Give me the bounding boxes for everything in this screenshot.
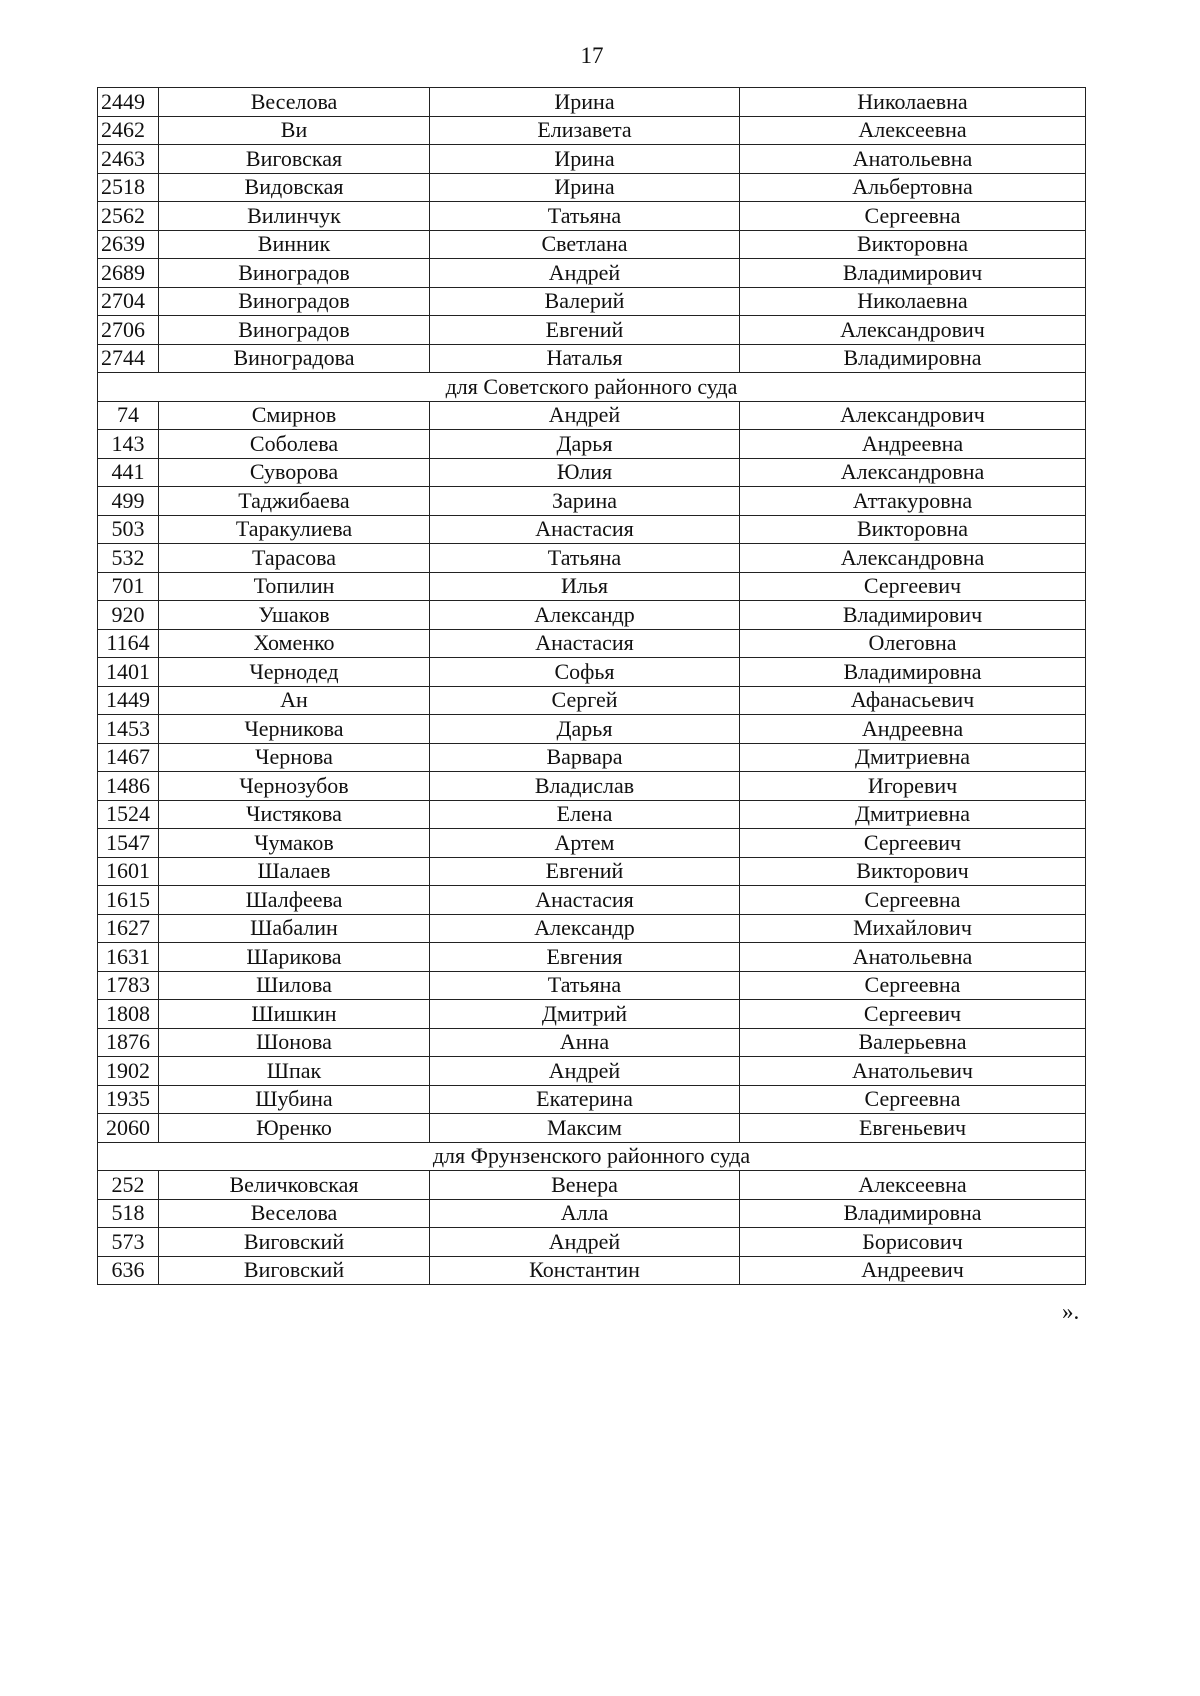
patronymic-cell: Андреевич — [740, 1256, 1086, 1285]
last-name-cell: Суворова — [159, 458, 430, 487]
last-name-cell: Виговский — [159, 1228, 430, 1257]
first-name-cell: Софья — [430, 658, 740, 687]
closing-quote-mark: ». — [1062, 1299, 1080, 1324]
registry-number-cell: 1547 — [98, 829, 159, 858]
patronymic-cell: Викторович — [740, 857, 1086, 886]
registry-number-cell: 1601 — [98, 857, 159, 886]
table-row — [98, 1085, 1086, 1114]
table-row — [98, 601, 1086, 630]
first-name-cell: Александр — [430, 914, 740, 943]
patronymic-cell: Викторовна — [740, 515, 1086, 544]
registry-number-cell: 1453 — [98, 715, 159, 744]
first-name-cell: Венера — [430, 1171, 740, 1200]
registry-number-cell: 573 — [98, 1228, 159, 1257]
table-row — [98, 1000, 1086, 1029]
registry-number-cell: 1627 — [98, 914, 159, 943]
last-name-cell: Виговская — [159, 145, 430, 174]
patronymic-cell: Аттакуровна — [740, 487, 1086, 516]
registry-number-cell: 1808 — [98, 1000, 159, 1029]
registry-number-cell: 252 — [98, 1171, 159, 1200]
registry-number-cell: 1631 — [98, 943, 159, 972]
last-name-cell: Вилинчук — [159, 202, 430, 231]
first-name-cell: Андрей — [430, 401, 740, 430]
patronymic-cell: Валерьевна — [740, 1028, 1086, 1057]
patronymic-cell: Владимирович — [740, 259, 1086, 288]
patronymic-cell: Николаевна — [740, 287, 1086, 316]
registry-number-cell: 1876 — [98, 1028, 159, 1057]
patronymic-cell: Дмитриевна — [740, 800, 1086, 829]
patronymic-cell: Сергеевна — [740, 886, 1086, 915]
registry-number-cell: 2518 — [98, 173, 159, 202]
last-name-cell: Ушаков — [159, 601, 430, 630]
registry-number-cell: 74 — [98, 401, 159, 430]
table-row — [98, 1228, 1086, 1257]
registry-number-cell: 532 — [98, 544, 159, 573]
table-row — [98, 1199, 1086, 1228]
table-row — [98, 430, 1086, 459]
table-row — [98, 145, 1086, 174]
first-name-cell: Максим — [430, 1114, 740, 1143]
table-row — [98, 658, 1086, 687]
last-name-cell: Тарасова — [159, 544, 430, 573]
table-row — [98, 202, 1086, 231]
patronymic-cell: Анатольевич — [740, 1057, 1086, 1086]
table-row — [98, 1028, 1086, 1057]
first-name-cell: Дарья — [430, 430, 740, 459]
last-name-cell: Черникова — [159, 715, 430, 744]
section-heading-row — [98, 373, 1086, 402]
registry-number-cell: 1486 — [98, 772, 159, 801]
last-name-cell: Шилова — [159, 971, 430, 1000]
first-name-cell: Андрей — [430, 1057, 740, 1086]
registry-number-cell: 2562 — [98, 202, 159, 231]
last-name-cell: Чернова — [159, 743, 430, 772]
patronymic-cell: Александрович — [740, 401, 1086, 430]
table-row — [98, 401, 1086, 430]
last-name-cell: Таракулиева — [159, 515, 430, 544]
patronymic-cell: Владимировна — [740, 1199, 1086, 1228]
registry-number-cell: 2463 — [98, 145, 159, 174]
last-name-cell: Шпак — [159, 1057, 430, 1086]
first-name-cell: Артем — [430, 829, 740, 858]
section-heading: для Советского районного суда — [98, 373, 1086, 402]
patronymic-cell: Сергеевич — [740, 572, 1086, 601]
last-name-cell: Соболева — [159, 430, 430, 459]
table-row — [98, 914, 1086, 943]
table-row — [98, 772, 1086, 801]
last-name-cell: Шонова — [159, 1028, 430, 1057]
table-row — [98, 971, 1086, 1000]
first-name-cell: Елена — [430, 800, 740, 829]
table-row — [98, 544, 1086, 573]
patronymic-cell: Викторовна — [740, 230, 1086, 259]
table-row — [98, 88, 1086, 117]
patronymic-cell: Андреевна — [740, 430, 1086, 459]
registry-number-cell: 518 — [98, 1199, 159, 1228]
table-row — [98, 515, 1086, 544]
last-name-cell: Веселова — [159, 88, 430, 117]
patronymic-cell: Сергеевич — [740, 829, 1086, 858]
registry-number-cell: 2704 — [98, 287, 159, 316]
last-name-cell: Видовская — [159, 173, 430, 202]
table-row — [98, 829, 1086, 858]
registry-number-cell: 2462 — [98, 116, 159, 145]
first-name-cell: Евгений — [430, 316, 740, 345]
first-name-cell: Алла — [430, 1199, 740, 1228]
table-row — [98, 943, 1086, 972]
last-name-cell: Шишкин — [159, 1000, 430, 1029]
table-row — [98, 344, 1086, 373]
last-name-cell: Таджибаева — [159, 487, 430, 516]
patronymic-cell: Анатольевна — [740, 943, 1086, 972]
first-name-cell: Наталья — [430, 344, 740, 373]
registry-number-cell: 1467 — [98, 743, 159, 772]
patronymic-cell: Владимировна — [740, 344, 1086, 373]
first-name-cell: Дарья — [430, 715, 740, 744]
last-name-cell: Винник — [159, 230, 430, 259]
first-name-cell: Елизавета — [430, 116, 740, 145]
patronymic-cell: Афанасьевич — [740, 686, 1086, 715]
patronymic-cell: Владимирович — [740, 601, 1086, 630]
first-name-cell: Ирина — [430, 173, 740, 202]
patronymic-cell: Сергеевна — [740, 202, 1086, 231]
first-name-cell: Татьяна — [430, 544, 740, 573]
first-name-cell: Зарина — [430, 487, 740, 516]
registry-number-cell: 1524 — [98, 800, 159, 829]
registry-number-cell: 2060 — [98, 1114, 159, 1143]
candidate-table — [97, 87, 1086, 1285]
first-name-cell: Андрей — [430, 1228, 740, 1257]
first-name-cell: Варвара — [430, 743, 740, 772]
registry-number-cell: 1783 — [98, 971, 159, 1000]
table-row — [98, 1114, 1086, 1143]
registry-number-cell: 1935 — [98, 1085, 159, 1114]
table-row — [98, 316, 1086, 345]
patronymic-cell: Александровна — [740, 544, 1086, 573]
last-name-cell: Шалфеева — [159, 886, 430, 915]
patronymic-cell: Анатольевна — [740, 145, 1086, 174]
last-name-cell: Виноградов — [159, 259, 430, 288]
page-number: 17 — [580, 43, 604, 68]
section-heading: для Фрунзенского районного суда — [98, 1142, 1086, 1171]
first-name-cell: Светлана — [430, 230, 740, 259]
last-name-cell: Виноградов — [159, 316, 430, 345]
table-row — [98, 572, 1086, 601]
registry-number-cell: 143 — [98, 430, 159, 459]
registry-number-cell: 701 — [98, 572, 159, 601]
last-name-cell: Юренко — [159, 1114, 430, 1143]
last-name-cell: Виноградов — [159, 287, 430, 316]
first-name-cell: Юлия — [430, 458, 740, 487]
table-row — [98, 173, 1086, 202]
last-name-cell: Ви — [159, 116, 430, 145]
table-row — [98, 686, 1086, 715]
patronymic-cell: Сергеевна — [740, 1085, 1086, 1114]
first-name-cell: Константин — [430, 1256, 740, 1285]
patronymic-cell: Алексеевна — [740, 116, 1086, 145]
table-row — [98, 116, 1086, 145]
first-name-cell: Анна — [430, 1028, 740, 1057]
first-name-cell: Андрей — [430, 259, 740, 288]
section-heading-row — [98, 1142, 1086, 1171]
last-name-cell: Топилин — [159, 572, 430, 601]
registry-number-cell: 2689 — [98, 259, 159, 288]
registry-number-cell: 2744 — [98, 344, 159, 373]
registry-number-cell: 2449 — [98, 88, 159, 117]
table-row — [98, 629, 1086, 658]
registry-number-cell: 636 — [98, 1256, 159, 1285]
table-row — [98, 259, 1086, 288]
registry-number-cell: 499 — [98, 487, 159, 516]
last-name-cell: Шубина — [159, 1085, 430, 1114]
patronymic-cell: Борисович — [740, 1228, 1086, 1257]
registry-number-cell: 1902 — [98, 1057, 159, 1086]
last-name-cell: Чумаков — [159, 829, 430, 858]
last-name-cell: Чернозубов — [159, 772, 430, 801]
first-name-cell: Татьяна — [430, 971, 740, 1000]
first-name-cell: Ирина — [430, 88, 740, 117]
first-name-cell: Валерий — [430, 287, 740, 316]
last-name-cell: Виноградова — [159, 344, 430, 373]
table-row — [98, 857, 1086, 886]
patronymic-cell: Александровна — [740, 458, 1086, 487]
last-name-cell: Веселова — [159, 1199, 430, 1228]
patronymic-cell: Владимировна — [740, 658, 1086, 687]
last-name-cell: Величковская — [159, 1171, 430, 1200]
last-name-cell: Шабалин — [159, 914, 430, 943]
first-name-cell: Анастасия — [430, 886, 740, 915]
last-name-cell: Ан — [159, 686, 430, 715]
table-row — [98, 1256, 1086, 1285]
registry-number-cell: 2639 — [98, 230, 159, 259]
patronymic-cell: Алексеевна — [740, 1171, 1086, 1200]
last-name-cell: Шалаев — [159, 857, 430, 886]
last-name-cell: Чернодед — [159, 658, 430, 687]
table-row — [98, 458, 1086, 487]
last-name-cell: Хоменко — [159, 629, 430, 658]
first-name-cell: Александр — [430, 601, 740, 630]
first-name-cell: Екатерина — [430, 1085, 740, 1114]
patronymic-cell: Евгеньевич — [740, 1114, 1086, 1143]
last-name-cell: Виговский — [159, 1256, 430, 1285]
first-name-cell: Анастасия — [430, 515, 740, 544]
first-name-cell: Илья — [430, 572, 740, 601]
last-name-cell: Шарикова — [159, 943, 430, 972]
table-row — [98, 743, 1086, 772]
first-name-cell: Сергей — [430, 686, 740, 715]
first-name-cell: Евгений — [430, 857, 740, 886]
patronymic-cell: Александрович — [740, 316, 1086, 345]
table-row — [98, 230, 1086, 259]
patronymic-cell: Михайлович — [740, 914, 1086, 943]
first-name-cell: Владислав — [430, 772, 740, 801]
table-row — [98, 800, 1086, 829]
registry-number-cell: 1615 — [98, 886, 159, 915]
table-row — [98, 886, 1086, 915]
candidate-table-body — [98, 88, 1086, 1285]
table-row — [98, 715, 1086, 744]
first-name-cell: Анастасия — [430, 629, 740, 658]
patronymic-cell: Дмитриевна — [740, 743, 1086, 772]
patronymic-cell: Олеговна — [740, 629, 1086, 658]
registry-number-cell: 2706 — [98, 316, 159, 345]
last-name-cell: Смирнов — [159, 401, 430, 430]
table-row — [98, 287, 1086, 316]
first-name-cell: Ирина — [430, 145, 740, 174]
patronymic-cell: Альбертовна — [740, 173, 1086, 202]
registry-number-cell: 503 — [98, 515, 159, 544]
registry-number-cell: 1164 — [98, 629, 159, 658]
registry-number-cell: 441 — [98, 458, 159, 487]
table-row — [98, 1171, 1086, 1200]
patronymic-cell: Николаевна — [740, 88, 1086, 117]
first-name-cell: Дмитрий — [430, 1000, 740, 1029]
first-name-cell: Татьяна — [430, 202, 740, 231]
patronymic-cell: Сергеевич — [740, 1000, 1086, 1029]
table-row — [98, 487, 1086, 516]
registry-number-cell: 1449 — [98, 686, 159, 715]
last-name-cell: Чистякова — [159, 800, 430, 829]
patronymic-cell: Андреевна — [740, 715, 1086, 744]
registry-number-cell: 1401 — [98, 658, 159, 687]
patronymic-cell: Игоревич — [740, 772, 1086, 801]
registry-number-cell: 920 — [98, 601, 159, 630]
table-row — [98, 1057, 1086, 1086]
first-name-cell: Евгения — [430, 943, 740, 972]
patronymic-cell: Сергеевна — [740, 971, 1086, 1000]
